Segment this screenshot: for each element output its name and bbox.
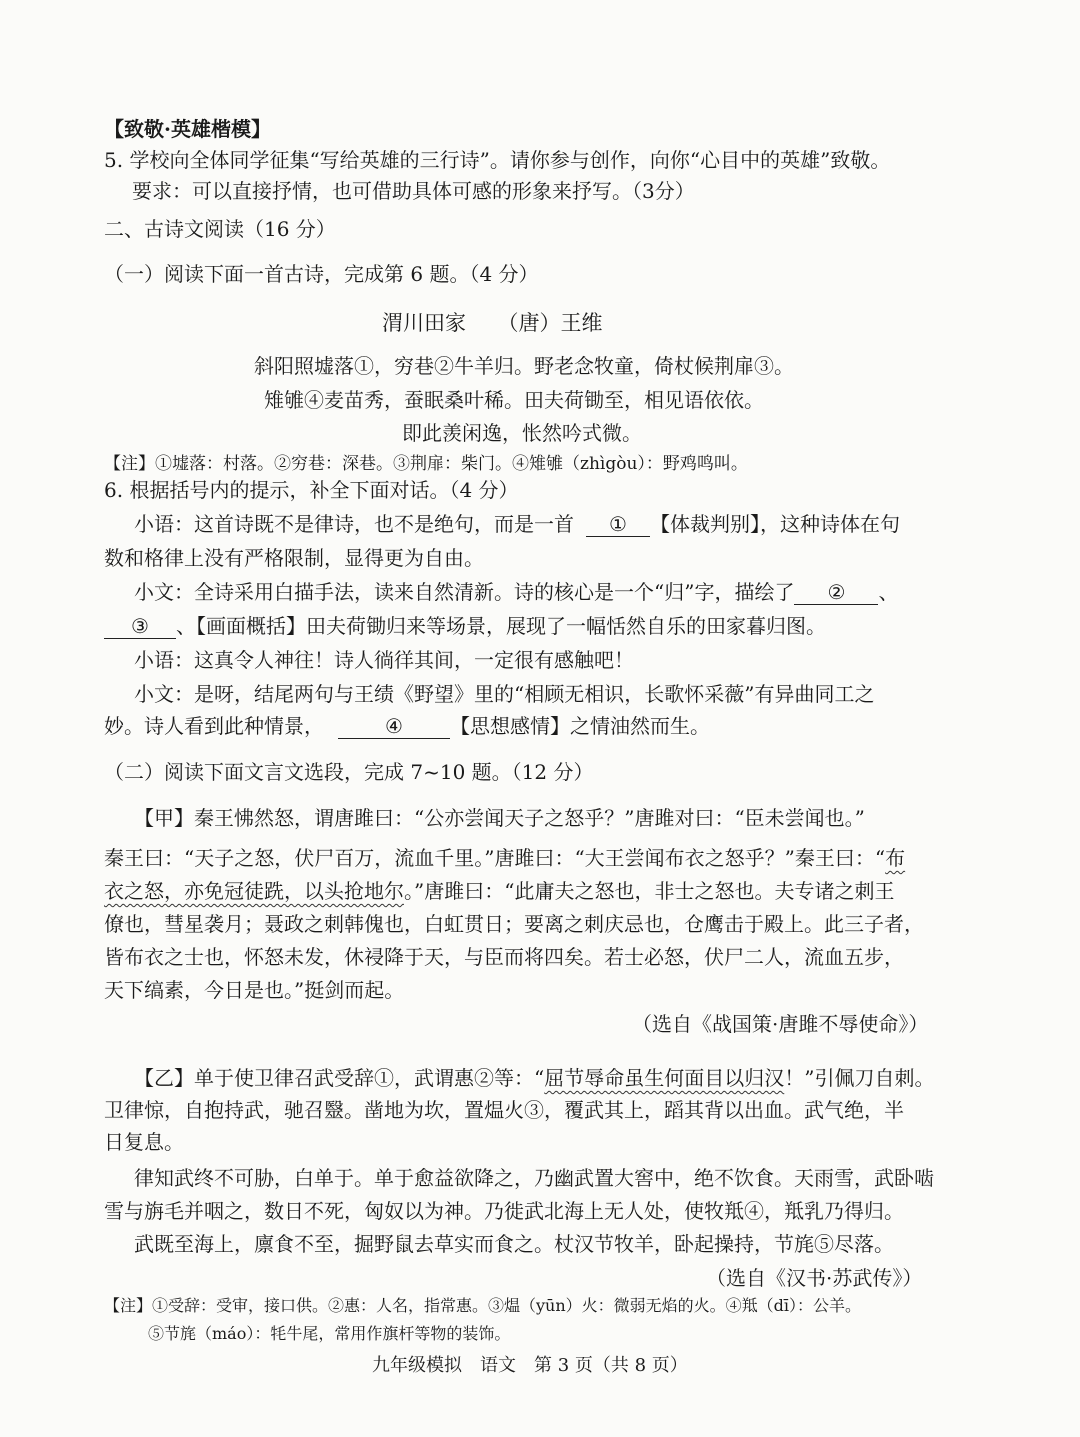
poem-line-3: 即此羡闲逸，怅然吟式微。: [402, 421, 642, 445]
jia-underlined-sentence: 衣之怒，亦免冠徒跣，以头抢地尔: [104, 879, 404, 903]
q6-dialogue-4-cont: [104, 712, 710, 740]
part2-title: 二、古诗文阅读（16 分）: [104, 217, 336, 241]
q6-text-4b: 妙。诗人看到此种情景，: [104, 714, 324, 738]
passage-notes-line2: ⑤节旄（máo）：牦牛尾，常用作旗杆等物的装饰。: [148, 1324, 511, 1343]
poem-line-1: 斜阳照墟落①，穷巷②牛羊归。野老念牧童，倚杖候荆扉③。: [254, 354, 794, 378]
q6-dialogue-4: 小文：是呀，结尾两句与王绩《野望》里的“相顾无相识，长歌怀采薇”有异曲同工之: [134, 682, 875, 706]
jia-text-2a: 秦王曰：“天子之怒，伏尸百万，流血千里。”唐雎曰：“大王尝闻布衣之怒乎？”秦王曰：“: [104, 846, 886, 870]
q6-dialogue-2: [134, 578, 898, 606]
passage-yi-line2: 卫律惊，自抱持武，驰召毉。凿地为坎，置煴火③，覆武其上，蹈其背以出血。武气绝，半: [104, 1098, 904, 1122]
passage-yi-line5: 雪与旃毛并咽之，数日不死，匈奴以为神。乃徙武北海上无人处，使牧羝④，羝乳乃得归。: [104, 1199, 904, 1223]
question-6-title: 6. 根据括号内的提示，补全下面对话。（4 分）: [104, 478, 519, 502]
subsection-2-title: （二）阅读下面文言文选段，完成 7~10 题。（12 分）: [104, 760, 594, 784]
passage-jia-line1: 【甲】秦王怫然怒，谓唐雎曰：“公亦尝闻天子之怒乎？”唐雎对曰：“臣未尝闻也。”: [134, 806, 865, 830]
q6-text-2a: 小文：全诗采用白描手法，读来自然清新。诗的核心是一个“归”字，描绘了: [134, 580, 795, 604]
answer-blank-3[interactable]: ③: [104, 614, 176, 639]
q6-text-4c: 【思想感情】之情油然而生。: [450, 714, 710, 738]
section-header: 【致敬·英雄楷模】: [104, 117, 271, 141]
jia-text-3b: 。”唐雎曰：“此庸夫之怒也，非士之怒也。夫专诸之刺王: [404, 879, 895, 903]
passage-yi-line4: 律知武终不可胁，白单于。单于愈益欲降之，乃幽武置大窖中，绝不饮食。天雨雪，武卧啮: [134, 1166, 934, 1190]
passage-jia-line6: 天下缟素，今日是也。”挺剑而起。: [104, 978, 405, 1002]
q6-text-1b: 【体裁判别】，这种诗体在句: [650, 512, 900, 536]
passage-yi-line6: 武既至海上，廪食不至，掘野鼠去草实而食之。杖汉节牧羊，卧起操持，节旄⑤尽落。: [134, 1232, 894, 1256]
question-5-line1: 5. 学校向全体同学征集“写给英雄的三行诗”。请你参与创作，向你“心目中的英雄”致敬。: [104, 148, 891, 172]
yi-text-1a: 【乙】单于使卫律召武受辞①，武谓惠②等：“: [134, 1066, 545, 1090]
passage-jia-line5: 皆布衣之士也，怀怒未发，休祲降于天，与臣而将四矣。若士必怒，伏尸二人，流血五步，: [104, 945, 904, 969]
answer-blank-2[interactable]: ②: [794, 580, 878, 605]
yi-underlined-sentence: 屈节辱命虽生何面目以归汉: [544, 1066, 785, 1090]
passage-yi-line1: [134, 1064, 934, 1092]
q6-dialogue-3: 小语：这真令人神往！诗人徜徉其间，一定很有感触吧！: [134, 648, 634, 672]
poem-title: 渭川田家 （唐）王维: [382, 311, 603, 335]
answer-blank-1[interactable]: ①: [586, 512, 650, 537]
poem-note: 【注】①墟落：村落。②穷巷：深巷。③荆扉：柴门。④雉雊（zhìgòu）：野鸡鸣叫。: [104, 454, 748, 474]
question-5-line2: 要求：可以直接抒情，也可借助具体可感的形象来抒写。（3分）: [132, 179, 695, 203]
q6-dialogue-1: [134, 510, 900, 538]
q6-dialogue-1-cont: 数和格律上没有严格限制，显得更为自由。: [104, 546, 484, 570]
passage-yi-source: （选自《汉书·苏武传》）: [706, 1266, 923, 1290]
q6-dialogue-2-cont: [104, 612, 826, 640]
passage-jia-line4: 僚也，彗星袭月；聂政之刺韩傀也，白虹贯日；要离之刺庆忌也，仓鹰击于殿上。此三子者，: [104, 912, 924, 936]
passage-jia-source: （选自《战国策·唐雎不辱使命》）: [632, 1012, 929, 1036]
yi-text-1c: ！”引佩刀自刺。: [784, 1066, 935, 1090]
jia-underlined-start: 布: [885, 846, 906, 870]
q6-text-1a: 小语：这首诗既不是律诗，也不是绝句，而是一首: [134, 512, 574, 536]
passage-notes-line1: 【注】①受辞：受审，接口供。②惠：人名，指常惠。③煴（yūn）火：微弱无焰的火。④羝（dī）：公羊。: [104, 1296, 862, 1315]
page-footer: 九年级模拟 语文 第 3 页（共 8 页）: [372, 1355, 688, 1376]
q6-separator: 、: [878, 580, 899, 604]
q6-text-2b: 、【画面概括】田夫荷锄归来等场景，展现了一幅恬然自乐的田家暮归图。: [176, 614, 826, 638]
passage-jia-line3: [104, 877, 894, 905]
passage-yi-line3: 日复息。: [104, 1130, 184, 1154]
subsection-1-title: （一）阅读下面一首古诗，完成第 6 题。（4 分）: [104, 262, 539, 286]
poem-line-2: 雉雊④麦苗秀，蚕眠桑叶稀。田夫荷锄至，相见语依依。: [264, 388, 764, 412]
answer-blank-4[interactable]: ④: [338, 714, 450, 739]
passage-jia-line2: [104, 844, 905, 872]
